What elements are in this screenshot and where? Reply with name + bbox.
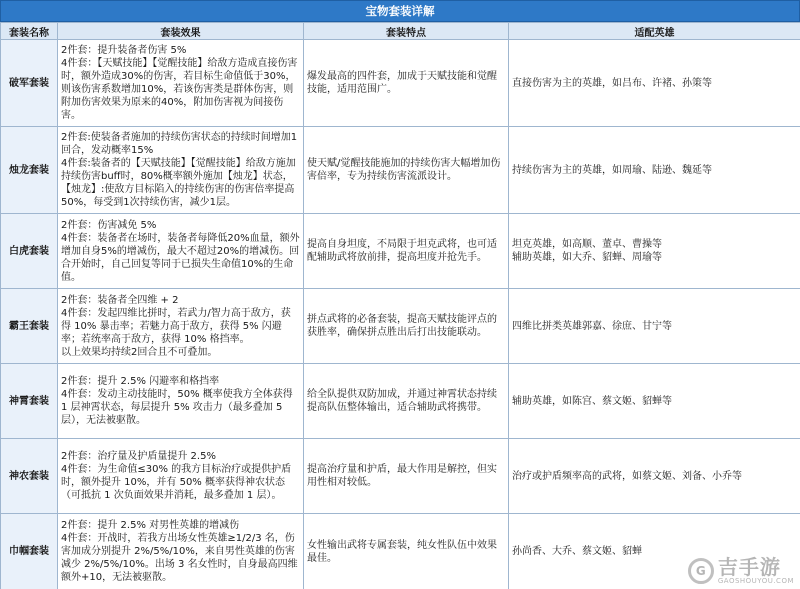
set-effect: 2件套：装备者全四维 + 2 4件套：发起四维比拼时，若武力/智力高于敌方，获得 10% 暴击率；若魅力高于敌方，获得 5% 闪避率；若统率高于敌方，获得 10% 格挡率。 以上效果均持续2回合且不可叠加。: [58, 289, 304, 364]
set-effect: 2件套：提升 2.5% 对男性英雄的增减伤 4件套：开战时，若我方出场女性英雄≥1/2/3 名，伤害加成分别提升 2%/5%/10%，来自男性英雄的伤害减少 2%/5%/10%。出场 3 名女性时，自身最高四维额外+10，无法被驱散。: [58, 514, 304, 589]
header-set-name: 套装名称: [1, 23, 58, 40]
set-table: [0, 22, 800, 589]
watermark-text: 吉手游: [717, 555, 781, 579]
set-feature: 提高自身坦度，不局限于坦克武将，也可适配辅助武将放前排，提高坦度并抢先手。: [304, 214, 509, 289]
table-row: [1, 514, 800, 589]
set-feature: 使天赋/觉醒技能施加的持续伤害大幅增加伤害倍率，专为持续伤害流派设计。: [304, 127, 509, 214]
set-effect: 2件套：伤害减免 5% 4件套：装备者在场时，装备者每降低20%血量，额外增加自身5%的增减伤，最大不超过20%的增减伤。回合开始时，自己回复等同于已损失生命值10%的生命值。: [58, 214, 304, 289]
set-name: 破军套装: [1, 40, 58, 127]
set-name: 巾帼套装: [1, 514, 58, 589]
watermark-subtext: GAOSHOUYOU.COM: [717, 577, 794, 585]
table-row: [1, 289, 800, 364]
header-row: [1, 23, 800, 40]
set-feature: 给全队提供双防加成，并通过神霄状态持续提高队伍整体输出，适合辅助武将携带。: [304, 364, 509, 439]
header-set-effect: 套装效果: [58, 23, 304, 40]
set-name: 神农套装: [1, 439, 58, 514]
set-heroes: 治疗或护盾频率高的武将，如蔡文姬、刘备、小乔等: [509, 439, 800, 514]
set-heroes: 持续伤害为主的英雄，如周瑜、陆逊、魏延等: [509, 127, 800, 214]
set-effect: 2件套：提升 2.5% 闪避率和格挡率 4件套：发动主动技能时，50% 概率使我方全体获得 1 层神霄状态，每层提升 5% 攻击力（最多叠加 5 层），无法被驱散。: [58, 364, 304, 439]
set-feature: 女性输出武将专属套装，纯女性队伍中效果最佳。: [304, 514, 509, 589]
set-heroes: 辅助英雄，如陈宫、蔡文姬、貂蝉等: [509, 364, 800, 439]
watermark-logo-icon: G: [688, 558, 714, 584]
table-row: [1, 364, 800, 439]
header-suitable-heroes: 适配英雄: [509, 23, 800, 40]
table-row: [1, 214, 800, 289]
site-watermark: [688, 557, 794, 585]
table-row: [1, 127, 800, 214]
set-heroes: 四维比拼类英雄郭嘉、徐庶、甘宁等: [509, 289, 800, 364]
set-heroes: 坦克英雄，如高顺、董卓、曹操等 辅助英雄，如大乔、貂蝉、周瑜等: [509, 214, 800, 289]
set-name: 霸王套装: [1, 289, 58, 364]
header-set-feature: 套装特点: [304, 23, 509, 40]
set-name: 烛龙套装: [1, 127, 58, 214]
set-name: 白虎套装: [1, 214, 58, 289]
table-title: 宝物套装详解: [0, 0, 800, 22]
set-effect: 2件套：治疗量及护盾量提升 2.5% 4件套：为生命值≤30% 的我方目标治疗或提供护盾时，额外提升 10%，并有 50% 概率获得神农状态（可抵抗 1 次负面效果并消耗，最多叠加 1 层）。: [58, 439, 304, 514]
set-feature: 拼点武将的必备套装，提高天赋技能评点的获胜率，确保拼点胜出后打出技能联动。: [304, 289, 509, 364]
set-effect: 2件套:使装备者施加的持续伤害状态的持续时间增加1回合，发动概率15% 4件套:装备者的【天赋技能】【觉醒技能】给敌方施加持续伤害buff时，80%概率额外施加【烛龙】状态，【烛龙】:使敌方目标陷入的持续伤害的伤害倍率提高50%，每受到1次持续伤害，减少1层。: [58, 127, 304, 214]
set-feature: 提高治疗量和护盾，最大作用是解控，但实用性相对较低。: [304, 439, 509, 514]
set-heroes: 孙尚香、大乔、蔡文姬、貂蝉: [509, 514, 800, 589]
set-heroes: 直接伤害为主的英雄，如吕布、许褚、孙策等: [509, 40, 800, 127]
table-row: [1, 40, 800, 127]
set-effect: 2件套：提升装备者伤害 5% 4件套：【天赋技能】【觉醒技能】给敌方造成直接伤害时，额外造成30%的伤害，若目标生命值低于30%，则该伤害系数增加10%，若该伤害类是群体伤害，则附加伤害效果为原来的40%，附加伤害视为间接伤害。: [58, 40, 304, 127]
table-row: [1, 439, 800, 514]
set-name: 神霄套装: [1, 364, 58, 439]
set-feature: 爆发最高的四件套，加成于天赋技能和觉醒技能，适用范围广。: [304, 40, 509, 127]
